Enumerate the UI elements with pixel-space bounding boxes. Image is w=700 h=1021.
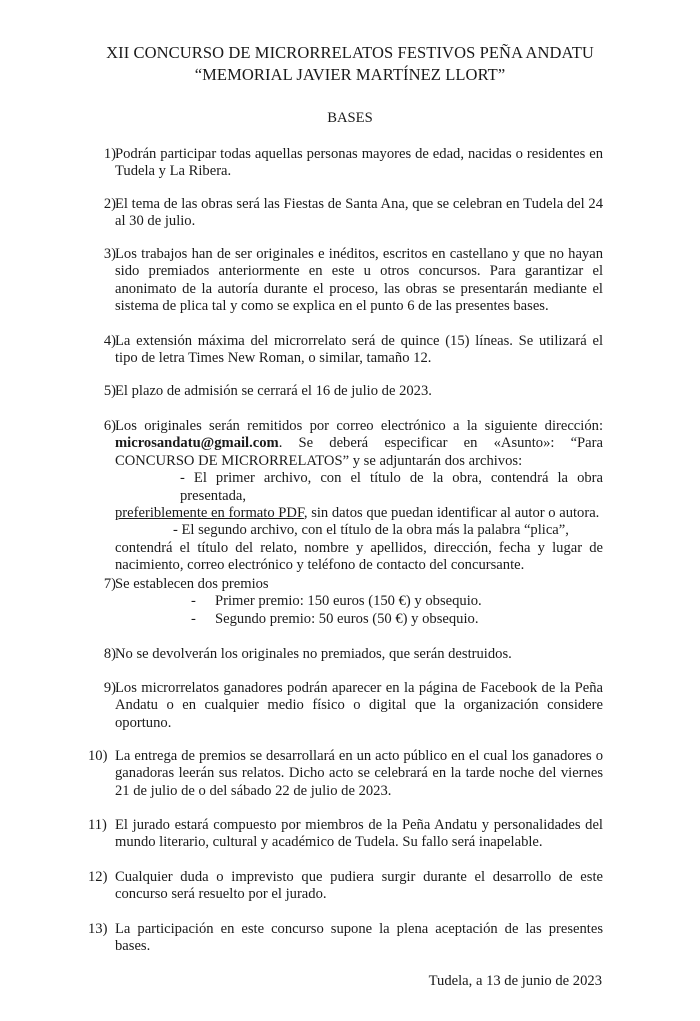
rule-13 <box>88 921 603 956</box>
rule-text: El jurado estará compuesto por miembros de la Peña Andatu y personalidades del mundo literario, cultural y académico de Tudela. Su fallo será inapelable. <box>115 817 603 851</box>
rule-6 <box>88 418 603 575</box>
rule-number: 7) <box>103 576 116 592</box>
rule-number: 8) <box>103 646 116 662</box>
rule-11 <box>88 817 603 852</box>
rule-text: La entrega de premios se desarrollará en un acto público en el cual los ganadores o ganadoras leerán sus relatos. Dicho acto se celebrará en la tarde noche del viernes 21 de julio de o del sábado 22 de julio de 2023. <box>115 748 603 799</box>
rule-1 <box>88 146 603 181</box>
contact-email: microsandatu@gmail.com <box>115 435 279 452</box>
document-subtitle: “MEMORIAL JAVIER MARTÍNEZ LLORT” <box>194 65 506 84</box>
place-and-date: Tudela, a 13 de junio de 2023 <box>428 973 602 989</box>
rule-5 <box>88 383 603 400</box>
file-1-description <box>115 470 603 522</box>
rule-6-intro: Los originales serán remitidos por correo electrónico a la siguiente dirección: <box>115 418 603 434</box>
rule-2 <box>88 196 603 231</box>
rule-number: 9) <box>103 680 116 696</box>
rule-text: No se devolverán los originales no premiados, que serán destruidos. <box>115 646 512 662</box>
rule-6-after-email: . Se deberá especificar en «Asunto»: “Para CONCURSO DE MICRORRELATOS” y se adjuntarán dos archivos: <box>115 435 603 469</box>
file-2-tail: contendrá el título del relato, nombre y apellidos, dirección, fecha y lugar de nacimiento, correo electrónico y teléfono de contacto del concursante. <box>115 539 603 574</box>
rule-text: El plazo de admisión se cerrará el 16 de julio de 2023. <box>115 383 432 399</box>
section-heading: BASES <box>327 110 373 126</box>
prize-list <box>115 593 603 628</box>
rule-text: La extensión máxima del microrrelato será de quince (15) líneas. Se utilizará el tipo de letra Times New Roman, o similar, tamaño 12. <box>115 333 603 367</box>
rule-10 <box>88 748 603 800</box>
prize-item-first: - Primer premio: 150 euros (150 €) y obsequio. <box>191 593 482 610</box>
rule-text: Los trabajos han de ser originales e inéditos, escritos en castellano y que no hayan sido premiados anteriormente en este u otros concursos. Para garantizar el anonimato de la autoría durante el proceso, las obras se presentarán mediante el sistema de plica tal y como se explica en el punto 6 de las presentes bases. <box>115 246 603 315</box>
file-2-line: - El segundo archivo, con el título de la obra más la palabra “plica”, <box>173 522 569 539</box>
rule-8 <box>88 646 603 663</box>
rule-7 <box>88 576 603 628</box>
pdf-preference: preferiblemente en formato PDF <box>115 505 304 522</box>
rule-number: 12) <box>88 869 108 885</box>
rule-number: 10) <box>88 748 108 764</box>
rule-text: Cualquier duda o imprevisto que pudiera surgir durante el desarrollo de este concurso será resuelto por el jurado. <box>115 869 603 903</box>
rule-text: El tema de las obras será las Fiestas de Santa Ana, que se celebran en Tudela del 24 al 30 de julio. <box>115 196 603 230</box>
file-2-description <box>115 522 603 574</box>
rule-12 <box>88 869 603 904</box>
rule-number: 4) <box>103 333 116 349</box>
rule-text: Se establecen dos premios <box>115 576 269 592</box>
rule-text: Los microrrelatos ganadores podrán aparecer en la página de Facebook de la Peña Andatu o en cualquier medio físico o digital que la organización considere oportuno. <box>115 680 603 731</box>
rule-text: La participación en este concurso supone la plena aceptación de las presentes bases. <box>115 921 603 955</box>
rule-number: 13) <box>88 921 108 937</box>
rule-3 <box>88 246 603 316</box>
file-1-tail: , sin datos que puedan identificar al autor o autora. <box>303 505 600 522</box>
prize-item-second: - Segundo premio: 50 euros (50 €) y obsequio. <box>191 610 479 627</box>
rule-text: Podrán participar todas aquellas personas mayores de edad, nacidas o residentes en Tudela y La Ribera. <box>115 146 603 180</box>
rule-4 <box>88 333 603 368</box>
rule-9 <box>88 680 603 732</box>
document-title: XII CONCURSO DE MICRORRELATOS FESTIVOS PEÑA ANDATU <box>106 43 594 62</box>
rule-number: 5) <box>103 383 116 399</box>
rule-number: 3) <box>103 246 116 262</box>
rule-number: 6) <box>103 418 116 434</box>
rule-number: 2) <box>103 196 116 212</box>
rule-text <box>115 418 603 470</box>
rule-number: 1) <box>103 146 116 162</box>
rule-number: 11) <box>88 817 107 833</box>
file-1-line: - El primer archivo, con el título de la obra, contendrá la obra presentada, <box>180 470 603 504</box>
